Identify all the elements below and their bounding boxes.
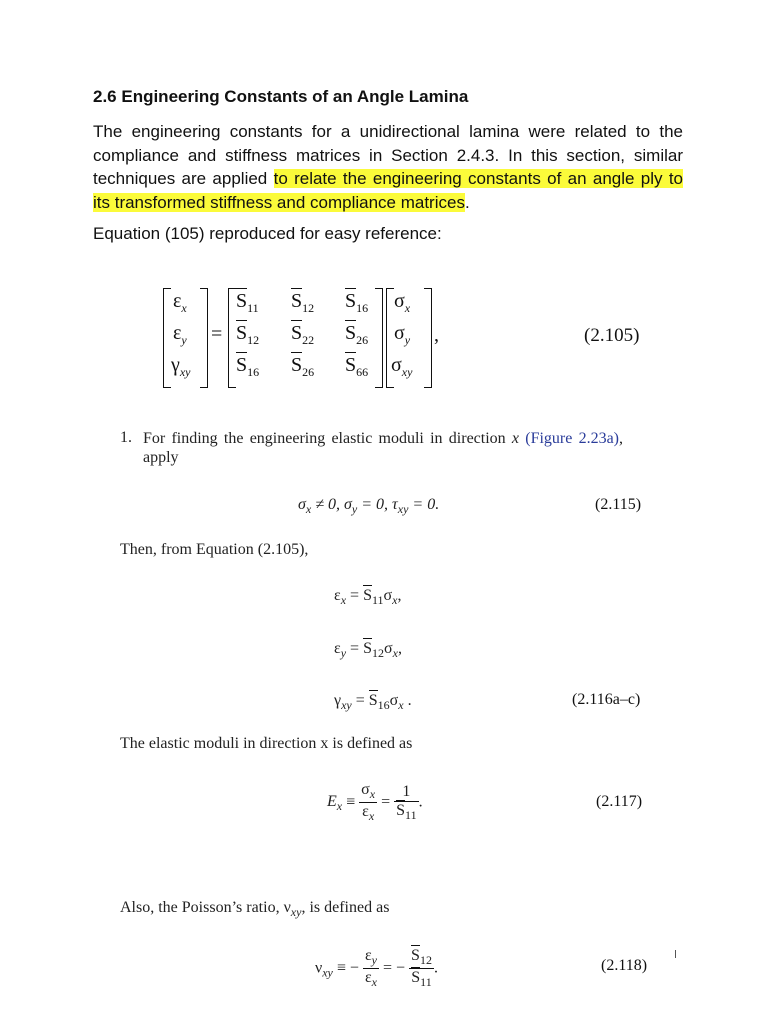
matrix-cell: $S_{12}$ [236, 322, 260, 347]
matrix-cell: $S_{26}$ [345, 322, 369, 347]
strain-xy: $\gamma_{xy}$ [171, 354, 191, 379]
highlighted-text: to relate the engineering constants of an angle ply to its transformed stiffness and compliance matrices [93, 169, 683, 212]
strain-vector [163, 288, 208, 388]
list-item-text: For finding the engineering elastic moduli in direction x (Figure 2.23a), apply [143, 430, 624, 466]
right-bracket [424, 288, 432, 388]
equation-2117: $E_x$ ≡ $\frac{\sigma_x}{\varepsilon_x}$ = $\frac{1}{S_{11}}$ . [327, 781, 423, 824]
compliance-matrix [228, 288, 383, 388]
left-bracket [163, 288, 171, 388]
then-text: Then, from Equation (2.105), [120, 541, 309, 558]
matrix-cell: $S_{26}$ [291, 354, 315, 379]
equation-number-2115: (2.115) [595, 496, 642, 513]
matrix-cell: $S_{12}$ [291, 290, 315, 315]
right-bracket [200, 288, 208, 388]
equation-number-2116: (2.116a–c) [572, 691, 641, 708]
strain-x: $\varepsilon_x$ [173, 290, 187, 315]
equation-number-2118: (2.118) [601, 957, 648, 974]
equation-2116b: $\varepsilon_y = S_{12}\sigma_x$, [334, 640, 402, 661]
matrix-cell: $S_{16}$ [345, 290, 369, 315]
trailing-comma: , [434, 324, 439, 346]
intro-text: The engineering constants for a unidirectional lamina were related to the compliance and stiffness matrices in Section 2.4.3. In this section, similar techniques are applied [93, 122, 683, 188]
right-bracket [375, 288, 383, 388]
equation-2116a: $\varepsilon_x = S_{11}\sigma_x$, [334, 587, 402, 608]
stress-x: $\sigma_x$ [394, 290, 411, 315]
matrix-cell: $S_{16}$ [236, 354, 260, 379]
equation-number-2117: (2.117) [596, 793, 643, 810]
equals-sign: = [211, 323, 223, 345]
left-bracket [228, 288, 236, 388]
equation-reference-text: Equation (105) reproduced for easy reference: [93, 224, 442, 243]
equation-2115: $\sigma_x \ne 0$, $\sigma_y = 0$, $\tau_{xy} = 0$. [298, 496, 440, 517]
equation-2116c: $\gamma_{xy} = S_{16}\sigma_x$ . [334, 692, 412, 713]
stress-y: $\sigma_y$ [394, 322, 411, 347]
poisson-text: Also, the Poisson’s ratio, $\nu_{xy}$, is defined as [120, 899, 390, 920]
stress-vector [386, 288, 432, 388]
intro-paragraph [93, 120, 683, 214]
page-mark [675, 950, 676, 958]
matrix-cell: $S_{66}$ [345, 354, 369, 379]
matrix-cell: $S_{11}$ [236, 290, 259, 315]
equation-2118: $\nu_{xy}$ ≡ − $\frac{\varepsilon_y}{\varepsilon_x}$ = − $\frac{S_{12}}{S_{11}}$ . [315, 947, 438, 990]
strain-y: $\varepsilon_y$ [173, 322, 187, 347]
moduli-text: The elastic moduli in direction x is defined as [120, 735, 413, 752]
section-heading: 2.6 Engineering Constants of an Angle Lamina [93, 87, 469, 106]
figure-link[interactable]: (Figure 2.23a) [525, 430, 620, 447]
stress-xy: $\sigma_{xy}$ [391, 354, 413, 379]
list-item-number: 1. [120, 429, 132, 446]
equation-number: (2.105) [584, 325, 640, 346]
matrix-cell: $S_{22}$ [291, 322, 315, 347]
intro-text-end: . [464, 192, 470, 212]
